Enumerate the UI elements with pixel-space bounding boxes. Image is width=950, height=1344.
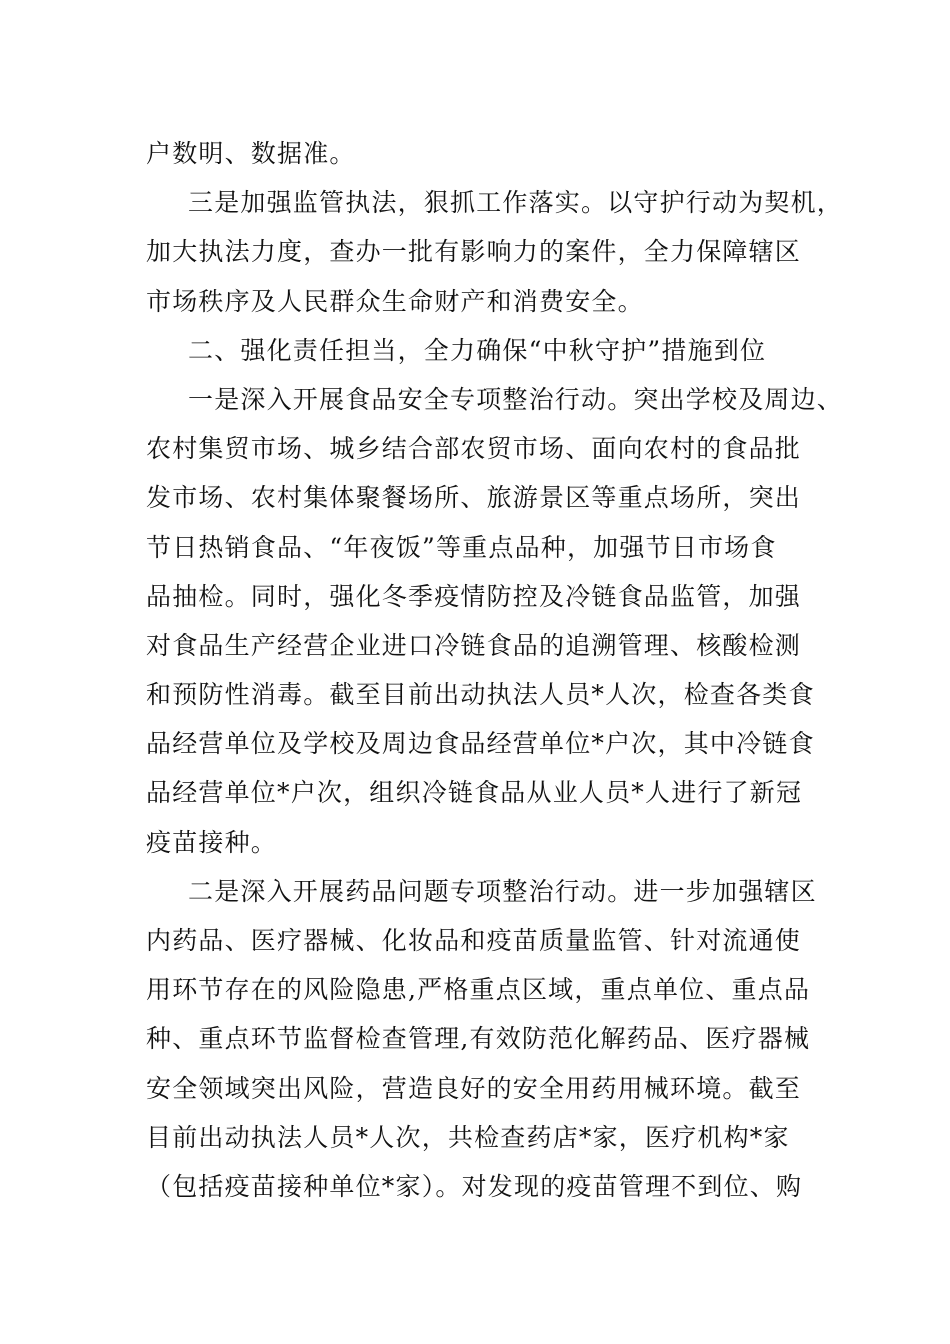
text-line: 发市场、农村集体聚餐场所、旅游景区等重点场所，突出	[146, 483, 802, 513]
text-line: 加大执法力度，查办一批有影响力的案件，全力保障辖区	[146, 237, 802, 267]
text-line: 市场秩序及人民群众生命财产和消费安全。	[146, 286, 644, 316]
text-line: 种、重点环节监督检查管理,有效防范化解药品、医疗器械	[146, 1024, 811, 1054]
document-body	[146, 129, 844, 1211]
text-line: 品经营单位*户次，组织冷链食品从业人员*人进行了新冠	[146, 778, 803, 808]
text-line: （包括疫苗接种单位*家）。对发现的疫苗管理不到位、购	[146, 1171, 803, 1201]
text-line: 内药品、医疗器械、化妆品和疫苗质量监管、针对流通使	[146, 926, 802, 955]
paragraph-start-line: 三是加强监管执法，狠抓工作落实。以守护行动为契机，	[188, 188, 844, 218]
text-line: 户数明、数据准。	[146, 139, 356, 168]
text-line: 目前出动执法人员*人次，共检查药店*家，医疗机构*家	[146, 1122, 790, 1152]
text-line: 用环节存在的风险隐患,严格重点区域，重点单位、重点品	[146, 975, 811, 1005]
paragraph-start-line: 二是深入开展药品问题专项整治行动。进一步加强辖区	[188, 876, 817, 906]
text-line: 和预防性消毒。截至目前出动执法人员*人次，检查各类食	[146, 680, 815, 710]
text-line: 品经营单位及学校及周边食品经营单位*户次，其中冷链食	[146, 729, 815, 759]
section-heading: 二、强化责任担当，全力确保“中秋守护”措施到位	[188, 335, 767, 365]
text-line: 安全领域突出风险，营造良好的安全用药用械环境。截至	[146, 1073, 802, 1103]
text-line: 节日热销食品、“年夜饭”等重点品种，加强节日市场食	[146, 532, 777, 562]
text-line: 品抽检。同时，强化冬季疫情防控及冷链食品监管，加强	[146, 581, 802, 611]
paragraph-start-line: 一是深入开展食品安全专项整治行动。突出学校及周边、	[188, 384, 844, 414]
text-line: 农村集贸市场、城乡结合部农贸市场、面向农村的食品批	[146, 434, 802, 464]
text-line: 疫苗接种。	[146, 827, 278, 857]
text-line: 对食品生产经营企业进口冷链食品的追溯管理、核酸检测	[146, 630, 802, 660]
